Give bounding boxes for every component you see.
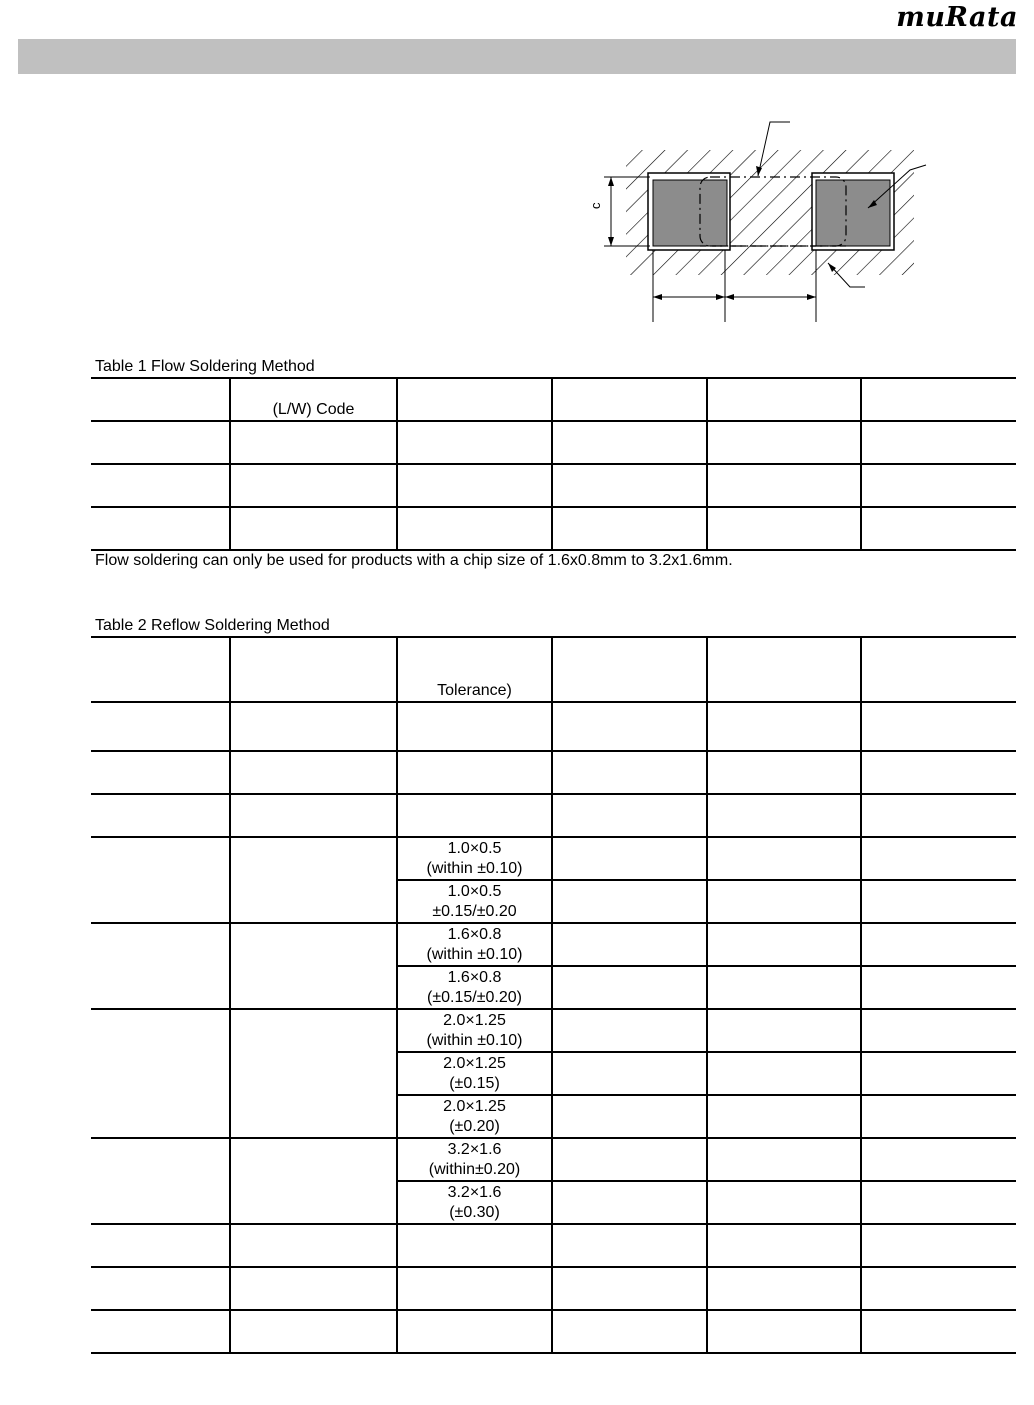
table-cell	[861, 378, 1016, 421]
size-cell: 1.0×0.5 (within ±0.10)	[397, 837, 552, 880]
size-cell: 3.2×1.6 (±0.30)	[397, 1181, 552, 1224]
table1-header-size-code: (L/W) Code	[230, 378, 397, 421]
table2-reflow-soldering	[91, 636, 1016, 1354]
table-cell	[707, 378, 861, 421]
table1-note: Flow soldering can only be used for products with a chip size of 1.6x0.8mm to 3.2x1.6mm.	[95, 552, 733, 569]
table2-caption: Table 2 Reflow Soldering Method	[95, 617, 330, 634]
table2-header-tolerance: Tolerance)	[397, 637, 552, 702]
table-cell	[552, 378, 707, 421]
dimension-c-label: c	[588, 202, 603, 209]
table1-caption: Table 1 Flow Soldering Method	[95, 358, 315, 375]
size-cell: 1.6×0.8 (within ±0.10)	[397, 923, 552, 966]
table-cell	[91, 378, 230, 421]
size-cell: 2.0×1.25 (±0.20)	[397, 1095, 552, 1138]
size-cell: 2.0×1.25 (within ±0.10)	[397, 1009, 552, 1052]
size-cell: 3.2×1.6 (within±0.20)	[397, 1138, 552, 1181]
land-pattern-diagram	[0, 0, 1034, 340]
size-cell: 1.0×0.5 ±0.15/±0.20	[397, 880, 552, 923]
table1-flow-soldering	[91, 377, 1016, 551]
murata-logo: muRata	[896, 2, 1018, 33]
table-cell	[397, 378, 552, 421]
size-cell: 1.6×0.8 (±0.15/±0.20)	[397, 966, 552, 1009]
size-cell: 2.0×1.25 (±0.15)	[397, 1052, 552, 1095]
